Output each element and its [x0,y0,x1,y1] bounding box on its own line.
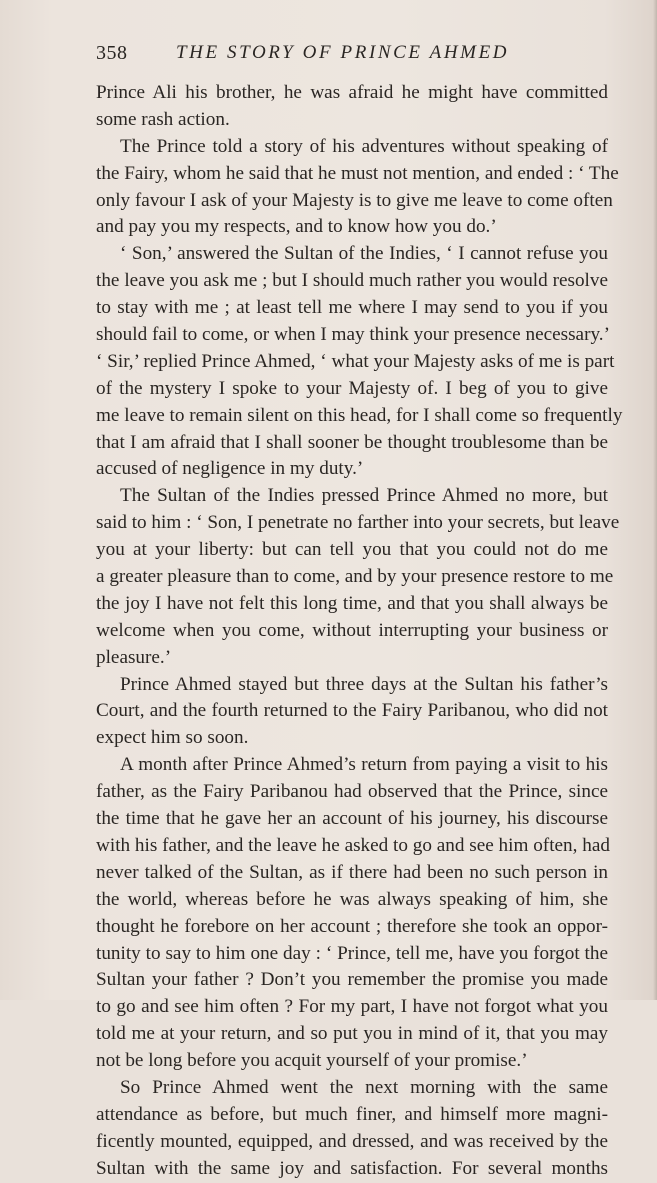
text-line: Prince Ahmed stayed but three days at the Sultan his father’s [120,673,608,695]
text-line: the joy I have not felt this long time, and that you shall always be [96,592,608,614]
page-header [96,42,536,72]
running-title: THE STORY OF PRINCE AHMED [176,42,510,63]
text-line: a greater pleasure than to come, and by your presence restore to me [96,566,614,588]
text-line: you at your liberty: but can tell you that you could not do me [96,539,608,561]
text-line: should fail to come, or when I may think your presence necessary.’ [96,324,610,346]
text-line: welcome when you come, without interrupting your business or [96,619,608,641]
text-line: pleasure.’ [96,646,172,668]
text-line: ‘ Son,’ answered the Sultan of the Indies, ‘ I cannot refuse you [120,243,608,265]
text-line: me leave to remain silent on this head, for I shall come so frequently [96,404,623,426]
text-line: ‘ Sir,’ replied Prince Ahmed, ‘ what your Majesty asks of me is part [96,350,615,372]
text-line: attendance as before, but much finer, and himself more magni- [96,1103,608,1125]
text-line: ficently mounted, equipped, and dressed, and was received by the [96,1130,608,1152]
text-line: tunity to say to him one day : ‘ Prince, tell me, have you forgot the [96,942,608,964]
text-line: said to him : ‘ Son, I penetrate no farther into your secrets, but leave [96,512,620,534]
text-line: only favour I ask of your Majesty is to give me leave to come often [96,189,613,211]
text-line: the leave you ask me ; but I should much rather you would resolve [96,270,608,292]
text-line: never talked of the Sultan, as if there had been no such person in [96,861,608,883]
text-line: some rash action. [96,108,230,130]
text-line: father, as the Fairy Paribanou had observed that the Prince, since [96,781,608,803]
text-line: of the mystery I spoke to your Majesty of. I beg of you to give [96,377,608,399]
text-line: accused of negligence in my duty.’ [96,458,364,480]
text-line: the world, whereas before he was always speaking of him, she [96,888,608,910]
text-line: Sultan your father ? Don’t you remember the promise you made [96,969,608,991]
text-line: to go and see him often ? For my part, I have not forgot what you [96,996,608,1018]
text-line: Court, and the fourth returned to the Fairy Paribanou, who did not [96,700,608,722]
text-line: The Prince told a story of his adventures without speaking of [120,135,608,157]
text-line: A month after Prince Ahmed’s return from paying a visit to his [120,754,608,776]
text-line: Sultan with the same joy and satisfaction. For several months [96,1157,608,1179]
text-line: not be long before you acquit yourself of your promise.’ [96,1050,528,1072]
text-line: thought he forebore on her account ; therefore she took an oppor- [96,915,608,937]
text-line: and pay you my respects, and to know how you do.’ [96,216,497,238]
text-line: told me at your return, and so put you in mind of it, that you may [96,1023,608,1045]
page-edge-shadow [653,0,657,1000]
text-line: Prince Ali his brother, he was afraid he might have committed [96,82,608,103]
text-line: to stay with me ; at least tell me where I may send to you if you [96,297,608,319]
text-line: that I am afraid that I shall sooner be thought troublesome than be [96,431,608,453]
page-number: 358 [96,42,128,64]
text-line: the Fairy, whom he said that he must not mention, and ended : ‘ The [96,162,619,184]
text-line: the time that he gave her an account of his journey, his discourse [96,808,608,830]
text-line: expect him so soon. [96,727,249,749]
text-line: The Sultan of the Indies pressed Prince Ahmed no more, but [120,485,608,507]
text-line: with his father, and the leave he asked to go and see him often, had [96,834,610,856]
body-text [96,80,623,1183]
text-line: So Prince Ahmed went the next morning with the same [120,1076,608,1098]
